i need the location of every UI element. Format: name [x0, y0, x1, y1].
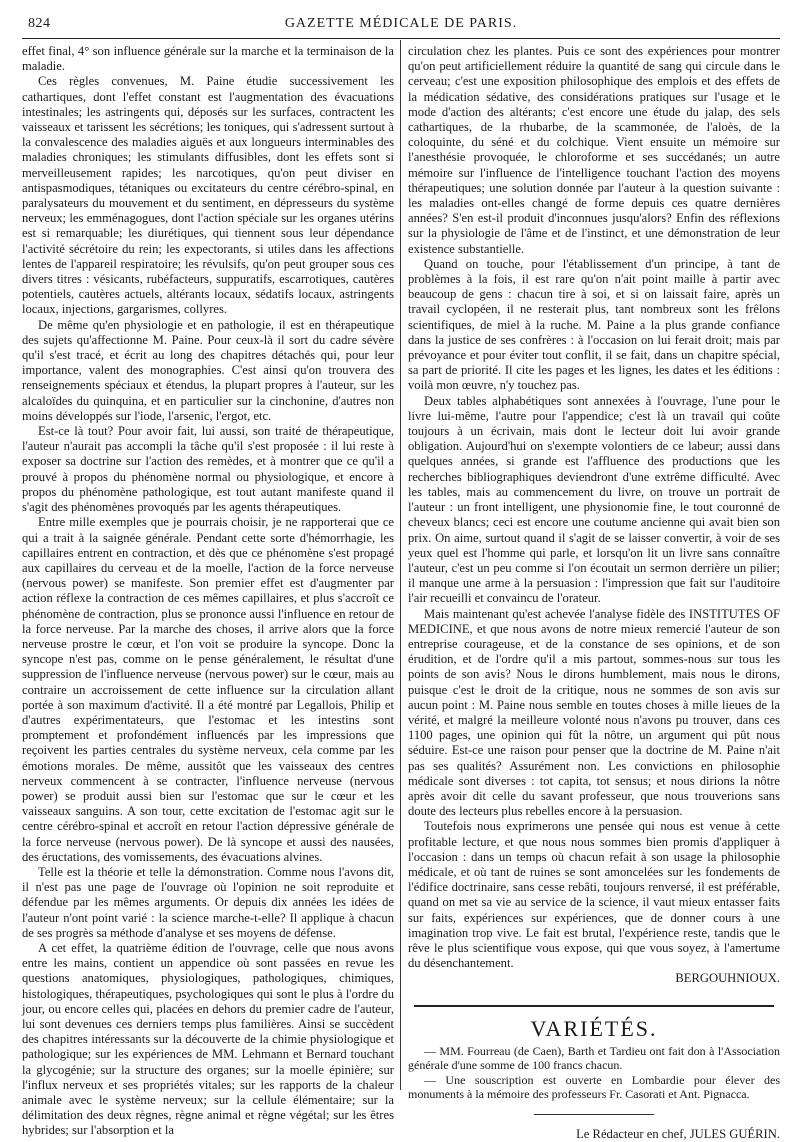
paragraph: De même qu'en physiologie et en pathologie, il est en thérapeutique des sujets qu'affectionne M. Paine. Pour ceux-là il sort du cadre sévère qu'il s'est tracé, et écrit au long des chapitres détachés qui, pour leur importance, valent des monographies. C'est ainsi qu'on trouvera des renseignements spéciaux et étendus, la plupart propres à l'auteur, sur les alcaloïdes du quinquina, et en particulier sur la cinchonine, d'autres non moins développés sur l'iode, l'arsenic, l'ergot, etc. — [22, 317, 394, 423]
paragraph: Quand on touche, pour l'établissement d'un principe, à tant de problèmes à la fois, il est rare qu'on n'ait point maille à partir avec beaucoup de gens : chacun tire à soi, et si on laissait faire, après un travail cyclopéen, il ne resterait plus, tant nombreux sont les frêlons scientifiques, de miel à la ruche. M. Paine a la plus grande confiance dans la justice de ses confrères : à l'occasion on lui ferait droit; mais par prévoyance et pour éviter tout conflit, il se fait, dans un chapitre spécial, sa part de priorité. Il cite les pages et les lignes, les dates et les éditions : voilà mon œuvre, n'y touchez pas. — [408, 256, 780, 393]
paragraph: Mais maintenant qu'est achevée l'analyse fidèle des INSTITUTES OF MEDICINE, et que nous avons de notre mieux remercié l'auteur de son entreprise courageuse, et de la constance de ses opinions, et de son érudition, et de l'ordre qu'il a mis partout, sommes-nous sur tous les points de son avis? Nous le dirons humblement, mais nous le dirons, puisque c'est le droit de la critique, nous ne sommes de son avis sur aucun point : M. Paine nous semble en toutes choses à mille lieues de la vérité, et malgré la meilleure volonté nous n'avons pu trouver, dans ces 1100 pages, une opinion qui fût la nôtre, un argument qui pût nous séduire. Est-ce une raison pour penser que la doctrine de M. Paine n'ait pas ses qualités? Assurément non. Les convictions en philosophie médicale sont diverses : tot capita, tot sensus; et nous dirions la nôtre après avoir dit celle du savant professeur, que nous trouverions sans doute des lecteurs plus rebelles encore à la persuasion. — [408, 606, 780, 819]
paragraph: Est-ce là tout? Pour avoir fait, lui aussi, son traité de thérapeutique, l'auteur n'aurait pas accompli la tâche qu'il s'est proposée : il lui reste à exposer sa doctrine sur l'action des remèdes, et à montrer que ce qu'il a prouvé à propos du phénomène normal ou physiologique, et encore à propos du phénomène pathologique, est tout autant manifeste quand il s'agit des phénomènes provoqués par les agents thérapeutiques. — [22, 424, 394, 515]
editor-signature: Le Rédacteur en chef, JULES GUÉRIN. — [576, 1126, 780, 1141]
journal-title: GAZETTE MÉDICALE DE PARIS. — [284, 16, 518, 31]
paragraph: circulation chez les plantes. Puis ce sont des expériences pour montrer qu'on peut artificiellement réduire la quantité de sang qui circule dans le cerveau; c'est une exposition philosophique des emplois et des effets de la médication sédative, des considérations pratiques sur l'usage et le mode d'action des altérants; c'est encore une étude du jalap, des sels cathartiques, de la rhubarbe, de la scammonée, de l'aloès, de la coloquinte, du séné et du colchique. Vient ensuite un mémoire sur l'anesthésie provoquée, le chloroforme et ses succédanés; un autre mémoire sur l'influence de l'intelligence touchant l'action des moyens thérapeutiques; une solution donnée par l'auteur à la question suivante : les maladies ont-elles changé de forme depuis ces quatre dernières années? S'en est-il produit d'inconnues jusqu'alors? Enfin des réflexions sur la physiologie de l'âme et de l'instinct, et une démonstration de leur existence substantielle. — [408, 44, 780, 256]
paragraph: Telle est la théorie et telle la démonstration. Comme nous l'avons dit, il n'est pas une page de l'ouvrage où l'opinion ne soit reproduite et défendue par les mêmes arguments. Or depuis dix années les idées de l'auteur n'ont point varié : la science marche-t-elle? Il applique à chacun de ses progrès sa méthode d'analyse et ses moyens de défense. — [22, 864, 394, 940]
short-rule — [534, 1114, 654, 1115]
section-rule — [414, 1005, 774, 1007]
section-title-varietes: VARIÉTÉS. — [530, 1015, 658, 1041]
paragraph: effet final, 4° son influence générale sur la marche et la terminaison de la maladie. — [22, 44, 394, 74]
right-column — [408, 44, 780, 1142]
paragraph: A cet effet, la quatrième édition de l'ouvrage, celle que nous avons entre les mains, contient un appendice où sont passées en revue les questions anatomiques, physiologiques, pathologiques, chimiques, histologiques, thérapeutiques, psychologiques qui sont le plus à l'ordre du jour, ou encore celles qui, placées en dehors du premier cadre de l'auteur, lui sont devenues ces derniers temps plus familières. Ainsi se succèdent des chapitres intéressants sur la découverte de la chimie physiologique et pathologique; sur les expériences de MM. Lehmann et Bernard touchant la glycogénie; sur la structure des organes; sur la moelle épinière; sur l'influx nerveux et ses propriétés vitales; sur les rapports de la chaleur animale avec le système nerveux; sur la cellule élémentaire; sur la délimitation des deux règnes, règne animal et règne végétal; sur les êtres hybrides; sur l'absorption et la — [22, 940, 394, 1138]
paragraph: Entre mille exemples que je pourrais choisir, je ne rapporterai que ce qui a trait à la saignée générale. Pendant cette sorte d'hémorrhagie, les capillaires entrent en contraction, et dès que ce phénomène s'est propagé aux capillaires du cerveau et de la moelle, l'action de la force nerveuse (nervous power) se manifeste. Son premier effet est d'augmenter par action réflexe la contraction de ces mêmes capillaires, et plus s'accroît ce phénomène de contraction, plus se prononce aussi l'influence en retour de la force nerveuse. Par la marche des choses, il arrive alors que la force nerveuse prostre le cœur, et l'on voit se produire la syncope. Donc la syncope n'est pas, comme on le pense généralement, le résultat d'une suppression de l'influence nerveuse (nervous power) sur le cœur, mais au contraire un accroissement de cette influence sur la circulation allant portée à son maximum d'activité. Il a été montré par Legallois, Philip et d'autres expérimentateurs, que l'estomac et les intestins sont promptement et profondément influencés par les impressions que reçoivent les parties centrales du système nerveux, cela comme par les émotions morales. De même, aussitôt que les vaisseaux des centres nerveux commencent à se contracter, l'influence nerveuse (nervous power) se produit aussi bien sur l'estomac que sur le cœur et les vaisseaux sanguins. A son tour, cette excitation de l'estomac agit sur le centre cérébro-spinal et accroît en retour l'action dépressive générale de la force nerveuse (nervous power). De là syncope et aussi des nausées, des éructations, des vomissements, des évacuations alvines. — [22, 515, 394, 864]
column-divider — [400, 40, 401, 1090]
paragraph: Deux tables alphabétiques sont annexées à l'ouvrage, l'une pour le livre lui-même, l'autre pour l'appendice; c'est là un travail qui coûte toujours à un écrivain, mais dont le lecteur doit lui avoir grande obligation. Aujourd'hui on s'exempte volontiers de ce labeur; aussi dans quelques années, si grande est l'affluence des productions que les recherches bibliographiques deviendront d'une extrême difficulté. Avec les tables, mais au commencement du livre, on trouve un portrait de l'auteur : un front intelligent, une physionomie fine, le tout couronné de cheveux blancs; ceci est encore une coutume ancienne qui avait bien son prix. On aime, surtout quand il s'agit de se laisser convertir, à voir de ses yeux quel est l'homme qui parle, et lorsqu'on lit un livre sans connaître l'auteur, c'est un peu comme si l'on écoutait un sermon derrière un pilier; il manque une arme à la persuasion : l'impression que fait sur l'auditoire l'air recueilli et convaincu de l'orateur. — [408, 393, 780, 606]
paragraph: Ces règles convenues, M. Paine étudie successivement les cathartiques, dont l'effet constant est l'augmentation des évacuations intestinales; les astringents qui, déposés sur les surfaces, contractent les vaisseaux et tarissent les sécrétions; les toniques, qui s'adressent surtout à la convalescence des maladies aiguës et aux longueurs interminables des maladies chroniques; les stimulants diffusibles, dont les effets sont si merveilleusement rapides; les narcotiques, qu'on peut diviser en antispasmodiques, tétaniques ou excitateurs du centre cérébro-spinal, en paralysateurs du mouvement et du sentiment, en dépresseurs du système nerveux; les emménagogues, dont l'action spéciale sur les organes utérins est si remarquable; les diurétiques, qui tiennent sous leur dépendance l'activité sécrétoire du rein; les expectorants, si utiles dans les affections lentes de l'appareil respiratoire; les révulsifs, qu'on peut grouper sous ces divers titres : vésicants, rubéfacteurs, suppuratifs, escarrotiques, cautères potentiels, cautères actuels, altérants locaux, sédatifs locaux, astringents locaux, injections, gargarismes, collyres. — [22, 74, 394, 317]
paragraph: Toutefois nous exprimerons une pensée qui nous est venue à cette profitable lecture, et que nous nous sommes bien promis d'appliquer à l'occasion : dans un temps où chacun refait à son usage la philosophie médicale, et où tant de ruines se sont amoncelées sur les fondements de l'édifice doctrinaire, sans cesse rebâti, toujours renversé, il est préférable, quand on met sa vie au service de la science, il vaut mieux entasser faits sur faits, expériences sur expériences, que de donner cours à une imagination trop vive. Le fait est brutal, l'expérience reste, tandis que le rêve le plus scientifique vous expose, qui que vous soyez, à l'amertume du désenchantement. — [408, 819, 780, 971]
news-item: — MM. Fourreau (de Caen), Barth et Tardieu ont fait don à l'Association générale d'une somme de 100 francs chacun. — [408, 1043, 780, 1073]
page-number: 824 — [28, 16, 51, 31]
left-column — [22, 44, 394, 1139]
author-signature: BERGOUHNIOUX. — [675, 971, 780, 986]
news-item: — Une souscription est ouverte en Lombardie pour élever des monuments à la mémoire des professeurs Fr. Casorati et Ant. Pignacca. — [408, 1072, 780, 1102]
page-header — [22, 14, 780, 39]
